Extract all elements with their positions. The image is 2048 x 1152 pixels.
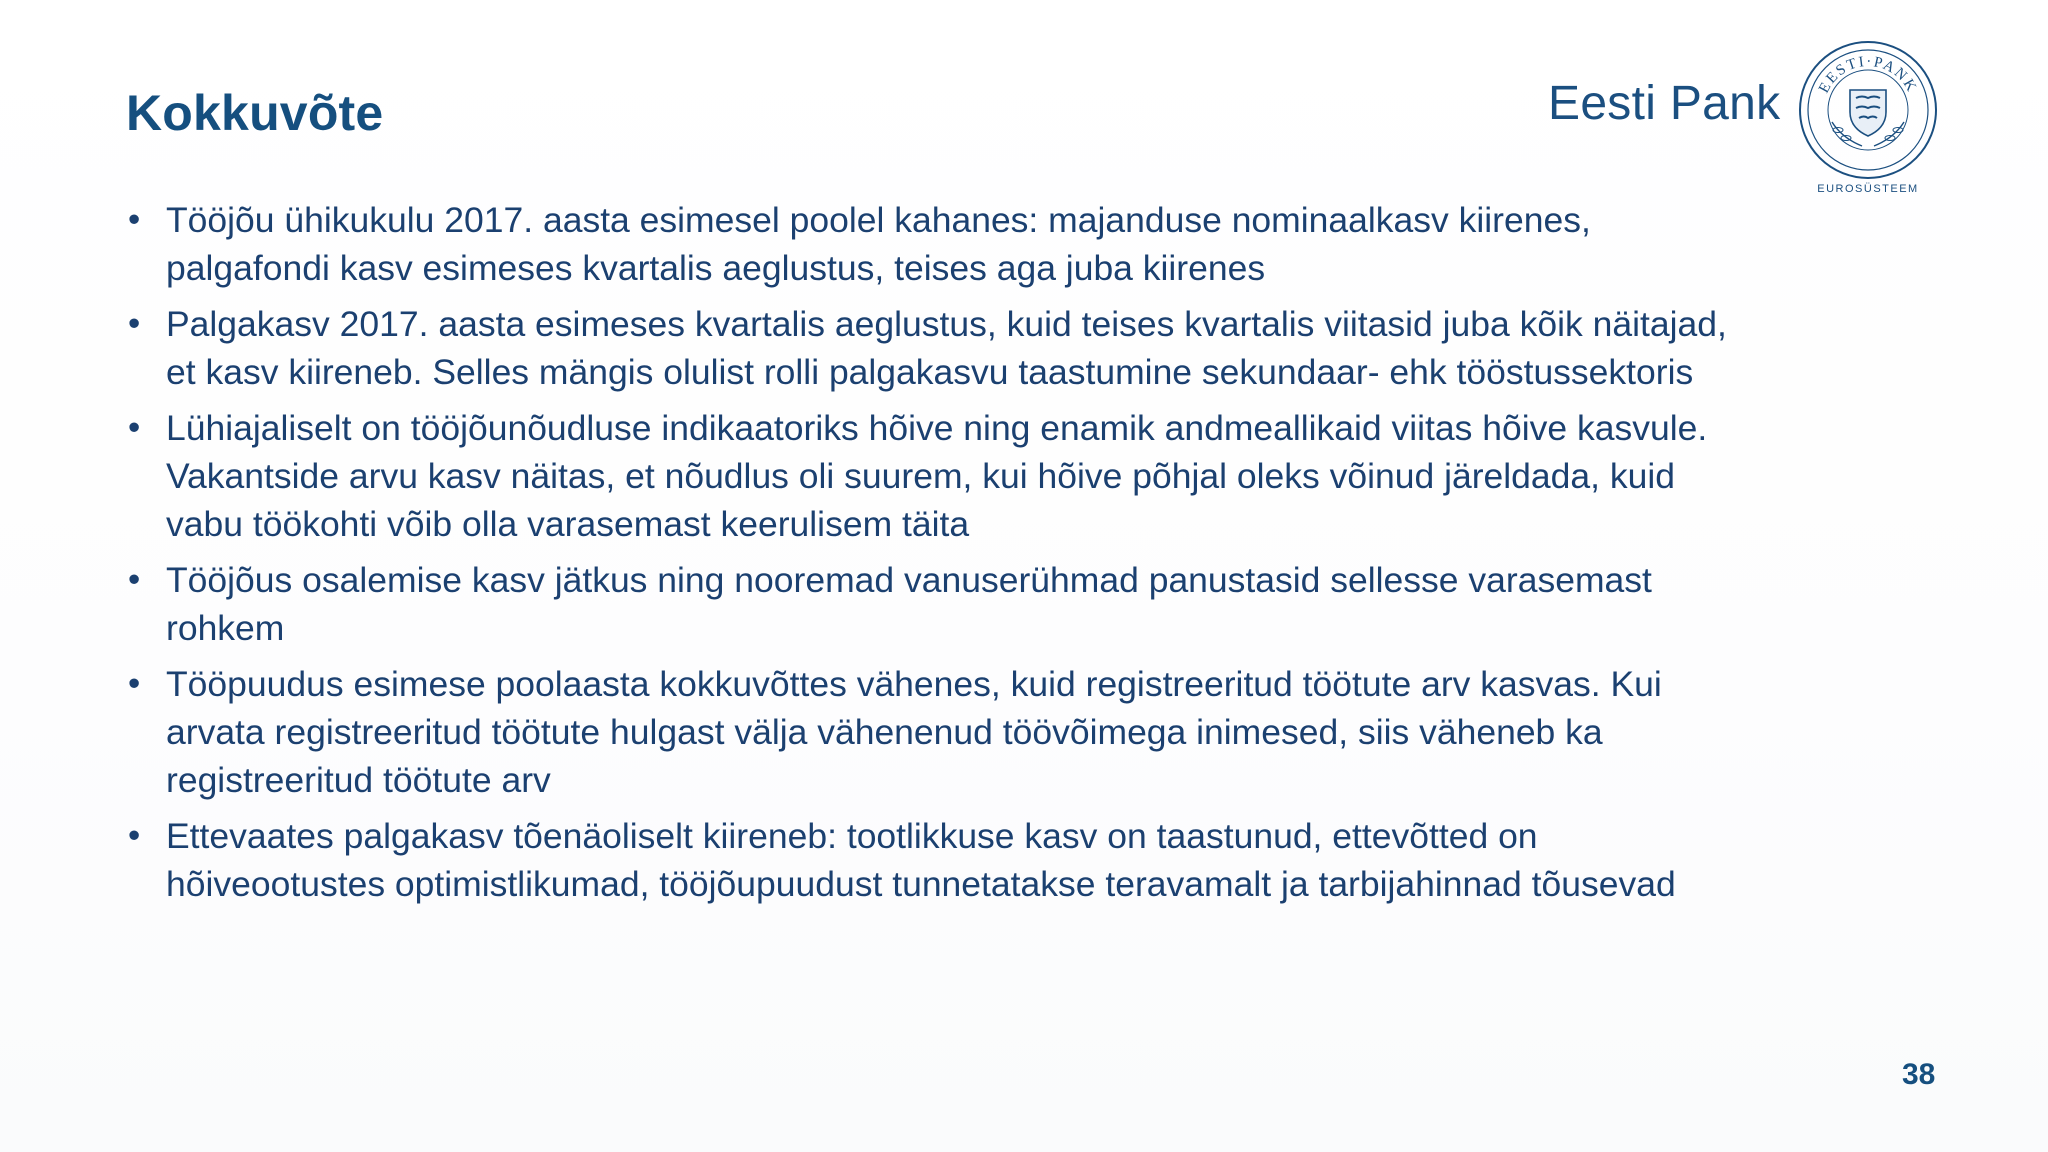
- bullet-icon: •: [128, 664, 141, 703]
- list-item: [126, 812, 1736, 908]
- bullet-icon: •: [128, 408, 141, 447]
- slide-title: Kokkuvõte: [126, 85, 384, 141]
- bullet-text: Ettevaates palgakasv tõenäoliselt kiireneb: tootlikkuse kasv on taastunud, ettevõtted on hõiveootustes optimistlikumad, tööjõupuudust tunnetatakse teravamalt ja tarbijahinnad tõusevad: [166, 816, 1676, 904]
- list-item: [126, 404, 1736, 548]
- bullet-icon: •: [128, 560, 141, 599]
- list-item: [126, 556, 1736, 652]
- list-item: [126, 196, 1736, 292]
- brand-name: Eesti Pank: [1548, 77, 1781, 130]
- svg-text:EESTI·PANK: EESTI·PANK: [1816, 53, 1920, 96]
- bullet-text: Tööjõus osalemise kasv jätkus ning nooremad vanuserühmad panustasid sellesse varasemast rohkem: [166, 560, 1652, 648]
- list-item: [126, 660, 1736, 804]
- page-number: 38: [1902, 1058, 1936, 1091]
- bullet-text: Lühiajaliselt on tööjõunõudluse indikaatoriks hõive ning enamik andmeallikaid viitas hõive kasvule. Vakantside arvu kasv näitas, et nõudlus oli suurem, kui hõive põhjal oleks võinud järeldada, kuid vabu töökohti võib olla varasemast keerulisem täita: [166, 408, 1708, 544]
- bullet-list: [126, 196, 1736, 908]
- eesti-pank-seal-icon: [1792, 36, 1944, 196]
- bullet-icon: •: [128, 200, 141, 239]
- slide-body: [126, 196, 1736, 916]
- bullet-icon: •: [128, 304, 141, 343]
- bullet-text: Palgakasv 2017. aasta esimeses kvartalis aeglustus, kuid teises kvartalis viitasid juba kõik näitajad, et kasv kiireneb. Selles mängis olulist rolli palgakasvu taastumine sekundaar- ehk tööstussektoris: [166, 304, 1727, 392]
- list-item: [126, 300, 1736, 396]
- bullet-text: Tööjõu ühikukulu 2017. aasta esimesel poolel kahanes: majanduse nominaalkasv kiirenes, palgafondi kasv esimeses kvartalis aeglustus, teises aga juba kiirenes: [166, 200, 1591, 288]
- svg-text:EUROSÜSTEEM: EUROSÜSTEEM: [1817, 183, 1919, 195]
- bullet-icon: •: [128, 816, 141, 855]
- bullet-text: Tööpuudus esimese poolaasta kokkuvõttes vähenes, kuid registreeritud töötute arv kasvas. Kui arvata registreeritud töötute hulgast välja vähenenud töövõimega inimesed, siis väheneb ka registreeritud töötute arv: [166, 664, 1662, 800]
